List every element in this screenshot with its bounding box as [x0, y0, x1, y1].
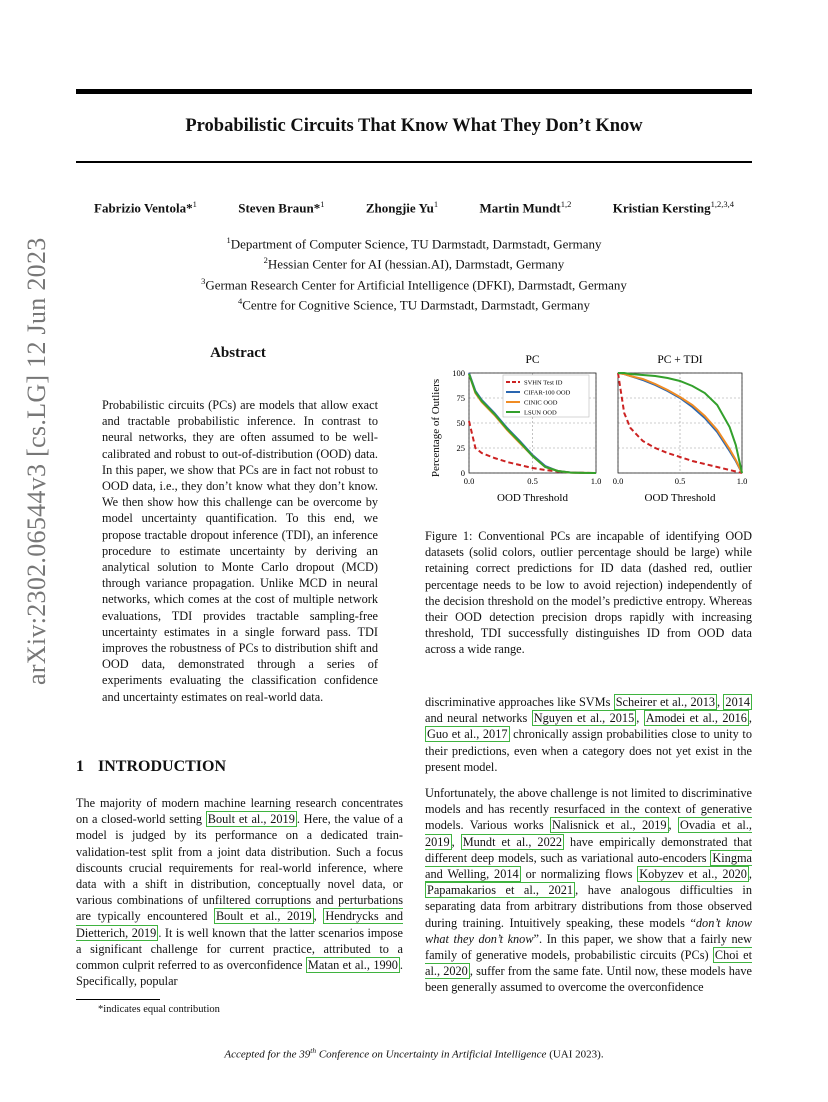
legend-label: SVHN Test ID — [524, 379, 563, 387]
citation-link[interactable]: Kingma and Welling, 2014 — [425, 850, 752, 882]
x-tick-label: 0.0 — [463, 476, 475, 486]
footer-acronym: (UAI 2023). — [546, 1048, 604, 1061]
affiliation-line: $^3$German Research Center for Artificial Intelligence (DFKI), Darmstadt, Germany — [201, 275, 627, 292]
y-tick-label: 75 — [456, 393, 465, 403]
author-name: Zhongjie Yu$^1$ — [365, 199, 439, 216]
citation-link[interactable]: Ovadia et al., 2019 — [425, 818, 752, 849]
citation-link[interactable]: Boult et al., 2019 — [207, 812, 295, 827]
y-tick-label: 0 — [460, 468, 465, 478]
chart-title: PC + TDI — [657, 354, 703, 366]
intro-column-2-para-1: discriminative approaches like SVMs Scheirer et al., 2013 , 2014 and neural networks Nguyen et al., 2015 , Amodei et al., 2016 , Guo et al., 2017 chronically assign probabilities close to unity to their predictions, even when a category does not yet exist in the present model. — [425, 695, 752, 774]
footer-pre: Accepted for the 39 — [224, 1048, 311, 1061]
figure-caption: Figure 1: Conventional PCs are incapable of identifying OOD datasets (solid colors, outlier percentage should be large) while retaining correct predictions for ID data (dashed red, outlier percentage needs to be low to avoid rejection) independently of the decision threshold on the model’s predictive entropy. Whereas their OOD detection precision drops rapidly with increasing threshold, TDI successfully distinguishes ID from OOD data across a wide range. — [425, 529, 752, 657]
section-title: INTRODUCTION — [98, 758, 227, 775]
legend-label: CIFAR-100 OOD — [524, 389, 571, 397]
chart-title: PC — [525, 354, 540, 366]
citation-link[interactable]: Choi et al., 2020 — [425, 948, 752, 979]
citation-link[interactable]: Mundt et al., 2022 — [462, 834, 563, 849]
citation-link[interactable]: Papamakarios et al., 2021 — [427, 883, 574, 898]
affiliation-line: $^2$Hessian Center for AI (hessian.AI), Darmstadt, Germany — [263, 255, 565, 272]
x-tick-label: 0.5 — [527, 476, 538, 486]
x-tick-label: 1.0 — [736, 476, 748, 486]
y-tick-label: 100 — [452, 368, 465, 378]
section-heading — [76, 758, 226, 776]
abstract-text: Probabilistic circuits (PCs) are models that allow exact and tractable probabilistic inference. In contrast to neural networks, they are often assumed to be well-calibrated and robust to out-of-distribution (OOD) data. In this paper, we show that PCs are in fact not robust to OOD data, i.e., they don’t know what they don’t know. We then show how this challenge can be overcome by model uncertainty quantification. To this end, we propose tractable dropout inference (TDI), an inference procedure to estimate uncertainty by deriving an analytical solution to Monte Carlo dropout (MCD) through variance propagation. Unlike MCD in neural networks, which comes at the cost of multiple network evaluations, TDI provides tractable sampling-free uncertainty estimates in a single forward pass. TDI improves the robustness of PCs to distribution shift and OOD data, demonstrated through a series of experiments evaluating the classification confidence and uncertainty estimates on real-world data. — [102, 398, 378, 704]
author-name: Martin Mundt$^{1,2}$ — [479, 199, 572, 216]
x-tick-label: 0.5 — [674, 476, 686, 486]
author-list — [76, 199, 752, 216]
figure-1 — [425, 340, 752, 520]
x-tick-label: 0.0 — [612, 476, 624, 486]
intro-column-1: The majority of modern machine learning research concentrates on a closed-world setting Boult et al., 2019 . Here, the value of a model is judged by its performance on a dedicated train-validation-test split from a joint data distribution. Such a focus discounts crucial requirements for real-world inference, where data with a shift in distribution, conceptually novel data, or various combinations of unfiltered corruptions and perturbations are typically encountered Boult et al., 2019 , Hendrycks and Dietterich, 2019 . It is well known that the latter scenarios impose a significant challenge for current practice, attributed to a common culprit referred to as overconfidence Matan et al., 1990 . Specifically, popular — [76, 796, 404, 989]
abstract-heading: Abstract — [210, 345, 266, 361]
citation-link[interactable]: Scheirer et al., 2013 — [615, 695, 716, 709]
affiliation-line: $^1$Department of Computer Science, TU Darmstadt, Darmstadt, Germany — [226, 235, 602, 252]
citation-link[interactable]: Guo et al., 2017 — [427, 727, 508, 742]
y-axis-label: Percentage of Outliers — [430, 378, 442, 478]
footnote: *indicates equal contribution — [98, 1004, 220, 1015]
y-tick-label: 50 — [456, 418, 465, 428]
citation-link[interactable]: Matan et al., 1990 — [307, 958, 398, 973]
x-tick-label: 1.0 — [590, 476, 602, 486]
citation-link[interactable]: Boult et al., 2019 — [215, 909, 312, 924]
footnote-rule — [76, 999, 160, 1000]
x-axis-label: OOD Threshold — [644, 492, 716, 504]
y-tick-label: 25 — [456, 443, 465, 453]
author-name: Kristian Kersting$^{1,2,3,4}$ — [612, 199, 734, 216]
venue-footer — [76, 1046, 752, 1061]
citation-link[interactable]: Nguyen et al., 2015 — [533, 711, 635, 726]
title-bottom-rule — [76, 161, 752, 163]
author-name: Fabrizio Ventola*$^1$ — [94, 199, 197, 216]
citation-link[interactable]: Hendrycks and Dietterich, 2019 — [76, 909, 403, 940]
footer-venue: Conference on Uncertainty in Artificial Intelligence — [316, 1048, 547, 1061]
legend-label: LSUN OOD — [524, 409, 557, 417]
footer-sup: th — [310, 1046, 317, 1055]
citation-link[interactable]: Amodei et al., 2016 — [645, 711, 747, 726]
author-name: Steven Braun*$^1$ — [238, 199, 325, 216]
arxiv-stamp: arXiv:2302.06544v3 [cs.LG] 12 Jun 2023 — [22, 237, 51, 685]
citation-link[interactable]: Kobyzev et al., 2020 — [639, 867, 747, 882]
affiliations — [76, 232, 752, 313]
x-axis-label: OOD Threshold — [497, 492, 568, 504]
intro-column-2-para-2: Unfortunately, the above challenge is not limited to discriminative models and has recently resurfaced in the context of generative models. Various works Nalisnick et al., 2019 , Ovadia et al., 2019 , Mundt et al., 2022 have empirically demonstrated that different deep models, such as variational auto-encoders Kingma and Welling, 2014 or normalizing flows Kobyzev et al., 2020 , Papamakarios et al., 2021 , have analogous difficulties in separating data from arbitrary distributions from those observed during training. Intuitively speaking, these models “don’t know what they don’t know”. In this paper, we show that a fairly new family of generative models, probabilistic circuits (PCs) Choi et al., 2020 , suffer from the same fate. Until now, these models have been generally assumed to overcome the overconfidence — [425, 786, 753, 995]
top-thick-rule — [76, 89, 752, 94]
affiliation-line: $^4$Centre for Cognitive Science, TU Darmstadt, Darmstadt, Germany — [237, 295, 591, 313]
legend-label: CINIC OOD — [524, 399, 558, 407]
paper-title: Probabilistic Circuits That Know What They Don’t Know — [185, 116, 643, 136]
section-number: 1 — [76, 758, 84, 775]
citation-link[interactable]: 2014 — [725, 695, 751, 709]
citation-link[interactable]: Nalisnick et al., 2019 — [551, 818, 667, 833]
